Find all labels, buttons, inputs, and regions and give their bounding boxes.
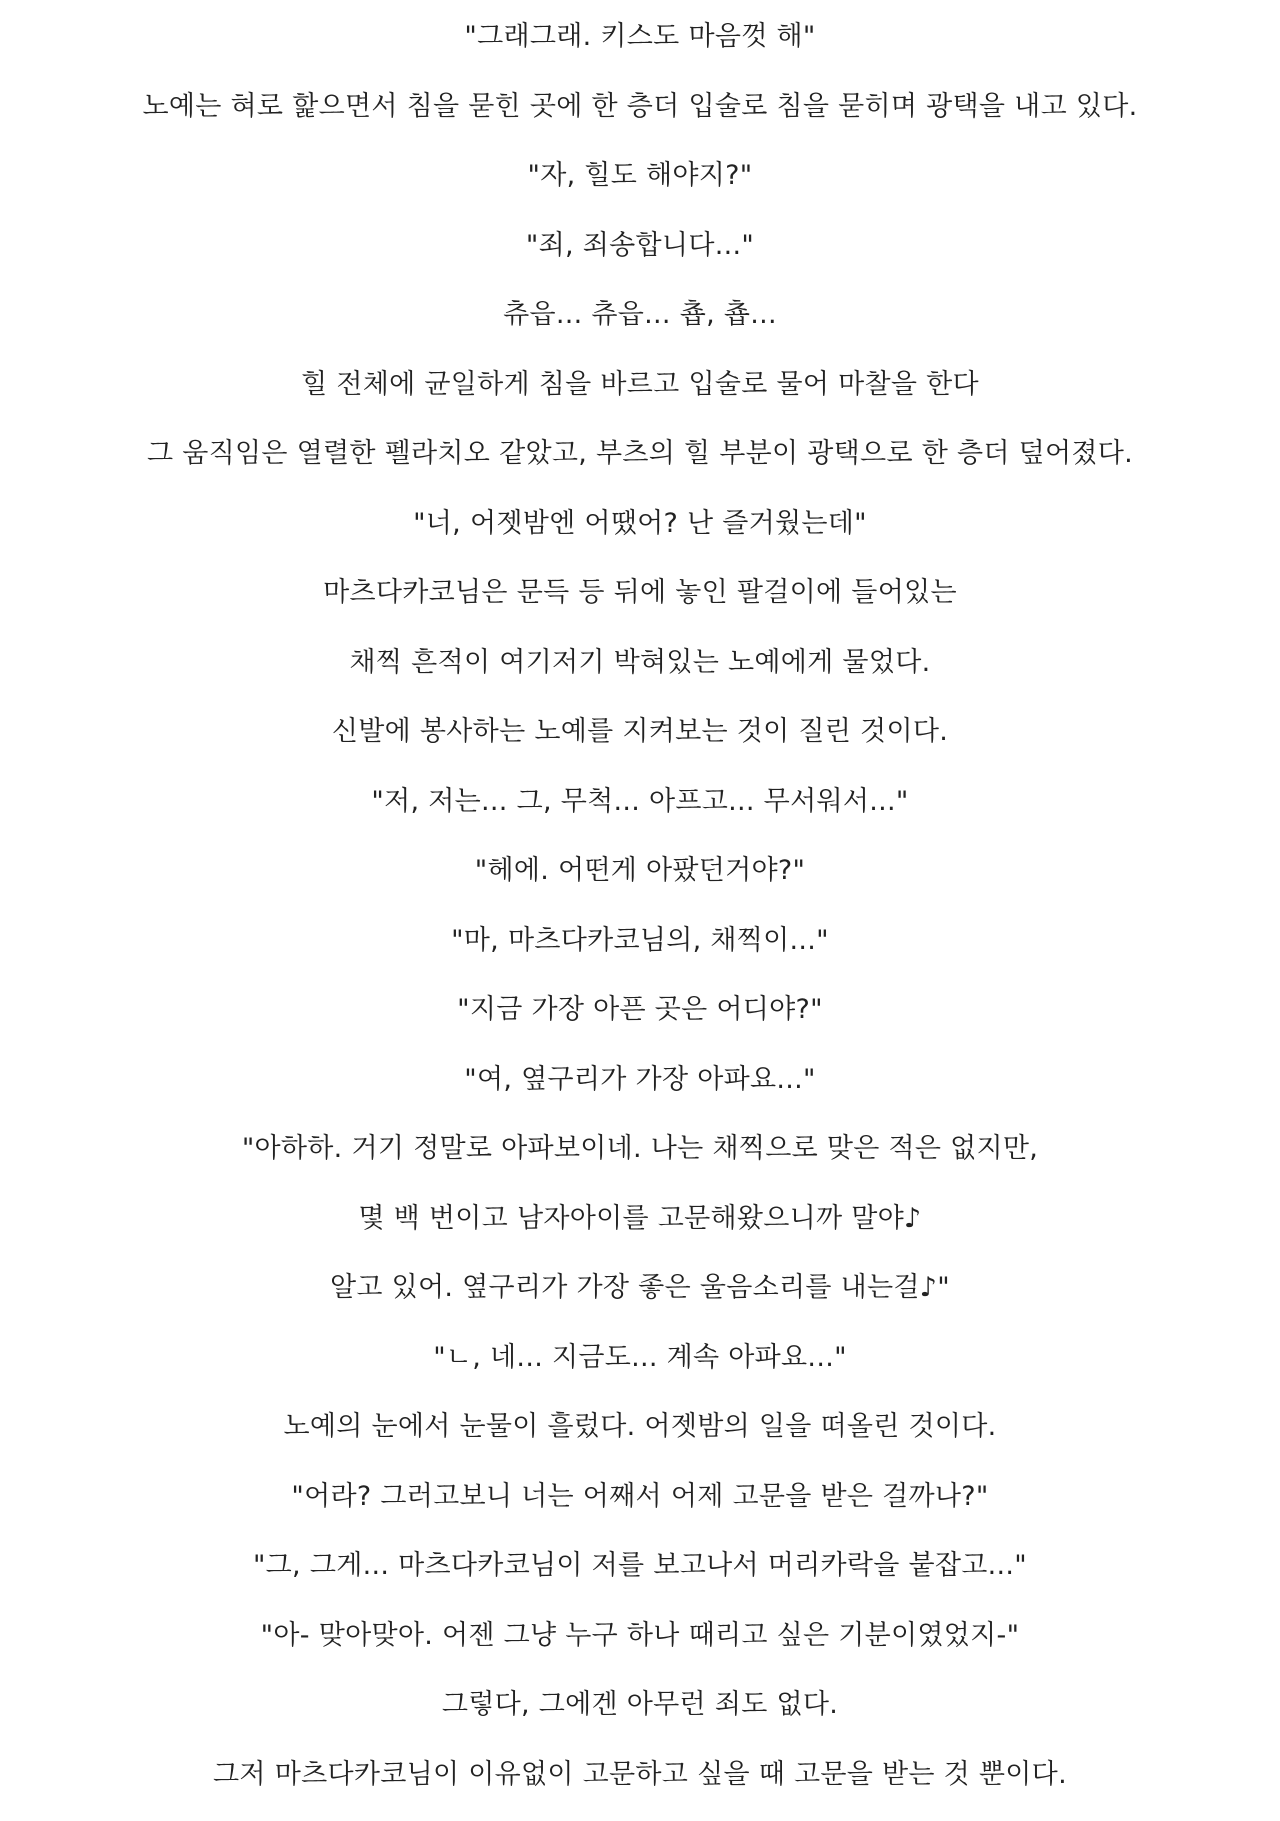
text-line: 신발에 봉사하는 노예를 지켜보는 것이 질린 것이다. xyxy=(0,709,1280,779)
text-line: "마, 마츠다카코님의, 채찍이..." xyxy=(0,918,1280,988)
text-line: "자, 힐도 해야지?" xyxy=(0,153,1280,223)
text-line: "ㄴ, 네... 지금도... 계속 아파요..." xyxy=(0,1335,1280,1405)
text-line: "아- 맞아맞아. 어젠 그냥 누구 하나 때리고 싶은 기분이였었지-" xyxy=(0,1613,1280,1683)
text-line: "헤에. 어떤게 아팠던거야?" xyxy=(0,848,1280,918)
text-line: 츄읍... 츄읍... 춉, 춉... xyxy=(0,292,1280,362)
text-line: "죄, 죄송합니다..." xyxy=(0,223,1280,293)
text-line: "아하하. 거기 정말로 아파보이네. 나는 채찍으로 맞은 적은 없지만, xyxy=(0,1126,1280,1196)
text-line: 마츠다카코님은 문득 등 뒤에 놓인 팔걸이에 들어있는 xyxy=(0,570,1280,640)
text-line: "지금 가장 아픈 곳은 어디야?" xyxy=(0,987,1280,1057)
text-line: "여, 옆구리가 가장 아파요..." xyxy=(0,1057,1280,1127)
text-line: 노예의 눈에서 눈물이 흘렀다. 어젯밤의 일을 떠올린 것이다. xyxy=(0,1404,1280,1474)
text-line: 몇 백 번이고 남자아이를 고문해왔으니까 말야♪ xyxy=(0,1196,1280,1266)
text-line: "저, 저는... 그, 무척... 아프고... 무서워서..." xyxy=(0,779,1280,849)
text-line: 노예는 혀로 핥으면서 침을 묻힌 곳에 한 층더 입술로 침을 묻히며 광택을 내고 있다. xyxy=(0,84,1280,154)
text-line: 힐 전체에 균일하게 침을 바르고 입술로 물어 마찰을 한다 xyxy=(0,362,1280,432)
text-line: "그, 그게... 마츠다카코님이 저를 보고나서 머리카락을 붙잡고..." xyxy=(0,1543,1280,1613)
text-line: 그 움직임은 열렬한 펠라치오 같았고, 부츠의 힐 부분이 광택으로 한 층더 덮어졌다. xyxy=(0,431,1280,501)
text-line: 알고 있어. 옆구리가 가장 좋은 울음소리를 내는걸♪" xyxy=(0,1265,1280,1335)
text-line: 그저 마츠다카코님이 이유없이 고문하고 싶을 때 고문을 받는 것 뿐이다. xyxy=(0,1752,1280,1821)
text-line: 채찍 흔적이 여기저기 박혀있는 노예에게 물었다. xyxy=(0,640,1280,710)
text-line: "그래그래. 키스도 마음껏 해" xyxy=(0,14,1280,84)
text-line: "어라? 그러고보니 너는 어째서 어제 고문을 받은 걸까나?" xyxy=(0,1474,1280,1544)
text-line: 그렇다, 그에겐 아무런 죄도 없다. xyxy=(0,1682,1280,1752)
text-line: "너, 어젯밤엔 어땠어? 난 즐거웠는데" xyxy=(0,501,1280,571)
